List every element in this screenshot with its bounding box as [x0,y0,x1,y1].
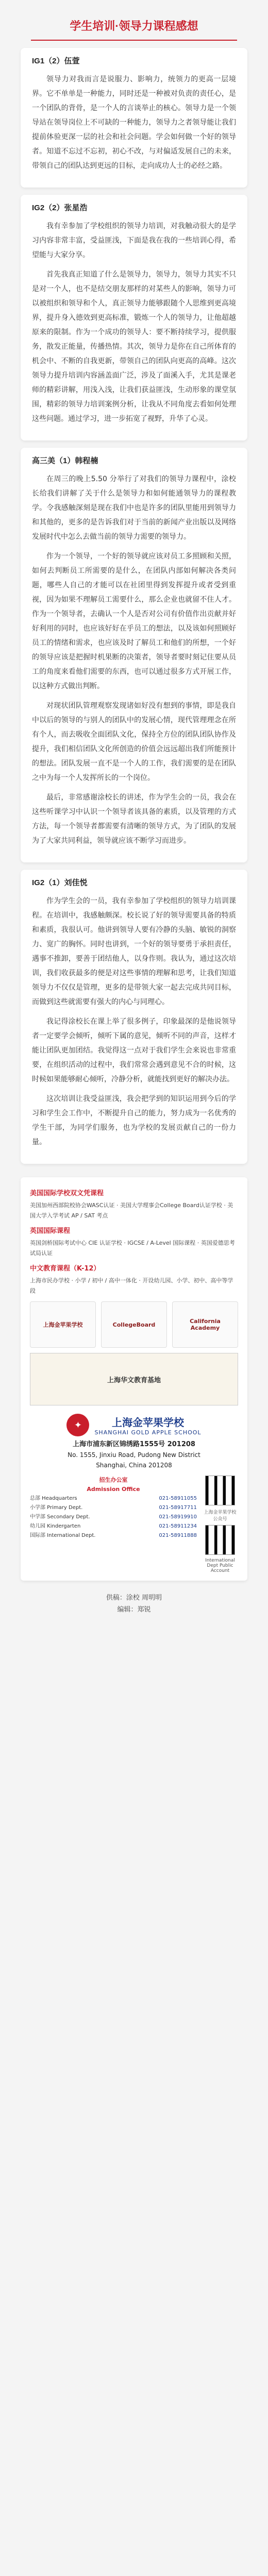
essay-author: IG2（2）张星浩 [32,204,88,212]
admission-list [30,1476,197,1573]
admission-label: 幼儿园 Kindergarten [30,1523,81,1529]
address-en-1: No. 1555, Jinxiu Road, Pudong New District [68,1451,200,1459]
admission-row [30,1513,197,1522]
essay-paragraph: 最后，非常感谢涂校长的讲述，作为学生会的一员，我会在这些听课学习中认识一个领导者该具备的素质，以及管理的方式方法，每一个领导者都需要有清晰的领导方式，为了团队的发展为了大家共同利益，领导就应该不断学习而进步。 [32,793,236,845]
essay-paragraph: 作为学生会的一员，我有幸参加了学校组织的领导力培训课程。在培训中，我感触颇深。校长说了好的领导需要具备的特质和素质，我很认可。他讲到领导人要有冷静的头脑、敏锐的洞察力、宽广的胸怀。同时也讲到，一个好的领导要勇于承担责任，遇事不推卸，要善于团结他人，以身作则。我认为，通过这次培训，我们收获最多的便是对这些事情的理解和思考，让我们知道领导力不仅仅是管理，更多的是带领大家一起去完成共同目标，而做到这些就需要有强大的内心与同理心。 [32,897,236,1006]
program-title: 中文教育课程（K-12） [30,1265,100,1273]
badge-california: California Academy [172,1301,238,1348]
admission-title-en: Admission Office [87,1486,140,1493]
admission-row [30,1494,197,1503]
program-text: 英国剑桥国际考试中心 CIE 认证学校 · IGCSE / A-Level 国际课程 · 英国爱德思考试局认证 [30,1240,235,1257]
admission-phone[interactable]: 021-58911888 [159,1533,197,1538]
essay-paragraph: 领导力对我而言是说服力、影响力，统领力的更高一层境界。它不单单是一种能力，同时还是一种被对负责的责任心，是一个团队的背骨，是一个人的言谈举止的核心。领导力是一个领导站在领导岗位上不可缺的一种能力，领导力之者领导能让我们提前体验更深一层的社会和社会问题。学会如何做一个好的领导者。知道不忘过不忘初，初心不改，与对偏适发展自己的未来，带领自己的团队达到更远的目标，走向成功人士的必经之路。 [32,75,236,170]
school-crest-icon: ✦ [66,1414,89,1436]
plaque: 上海华文教育基地 [30,1353,238,1405]
logo-chinese: 上海金苹果学校 [112,1416,184,1429]
essay-card [21,195,247,440]
program-title: 英国国际课程 [30,1227,71,1235]
school-logo [30,1414,238,1436]
program-sections [30,1188,238,1296]
essay-card [21,870,247,1164]
admission-phone[interactable]: 021-58919910 [159,1514,197,1520]
admission-phone[interactable]: 021-58911234 [159,1523,197,1529]
admission-block [30,1476,238,1573]
essay-paragraph: 在周三的晚上5.50 分举行了对我们的领导力课程中，涂校长给我们讲解了关于什么是领导力和如何能通领导力的课程教学。令我感触深刻是现在我们中也是许多的团队里能用到领导力和其他的，更多的是告诉我们对于当前的新闻产业出版以及网络发展时代中怎么去做当前的领导力需要的领导力。 [32,475,236,541]
program-title: 美国国际学校双文凭课程 [30,1190,104,1197]
admission-title-cn: 招生办公室 [99,1477,128,1483]
essay-paragraph: 作为一个领导，一个好的领导就应该对员工多照顾和关照，如何去判断员工所需要的是什么，在团队内部如何解决各类问题，哪些人自己的才能可以在社团里得到发挥提升或者受到重视，因为如果不理解员工需要什么，那么企业也就留不住人才。作为一个领导者，去确认一个人是否对公司有价值作出贡献并好好利用的同时，也应该好好在乎员工的想法，以及该如何照顾好员工的情绪和需求，也应该及时了解员工和他们的所想，一个好的领导应该是把握时机果断的决策者，领导者要时刻记住要从员工的角度来看他们需要的东西，也可以通过很多方式开展工作，以这种方式做出判断。 [32,552,236,690]
essay-paragraph: 首先我真正知道了什么是领导力，领导力，领导力其实不只是对一个人，也不是结交朋友那样的对某些人的影响，领导力可以被组织和领导和个人，真正领导力能够跟随个人思维到更高境界，提升身入德效到更高标准，锻炼一个人的领导力，让他超越原来的限制。作为一个成功的领导人：要不断持续学习，提供服务，散发正能量，传播热情。其次，领导力是你在自己所体育的机会中、不断的自我更新，带领自己的团队向更高的高峰。这次领导力提升培训内容涵盖面广泛，涉及了面溪入手，尤其是课老师的精彩讲解，用浅入浅，让我们获益匪浅，生动形象的课堂氛围，精彩的领导力培训案例分析，让我从不同角度去看如何处理这些问题。通过学习，进一步拓宽了视野，升华了心灵。 [32,270,236,423]
admission-row [30,1503,197,1513]
admission-phone[interactable]: 021-58911055 [159,1496,197,1501]
badge-school: 上海金苹果学校 [30,1301,96,1348]
qr-label-1: 上海金苹果学校 公众号 [204,1510,237,1522]
admission-phone[interactable]: 021-58917711 [159,1505,197,1511]
admission-row [30,1531,197,1540]
essay-author: IG2（1）刘佳悦 [32,878,88,887]
page-title: 学生培训·领导力课程感想 [31,11,237,41]
address-en-2: Shanghai, China 201208 [96,1462,172,1469]
qr-label-2: International Dept Public Account [205,1558,235,1573]
essay-author: IG1（2）伍萱 [32,57,80,65]
admission-label: 国际部 International Dept. [30,1533,96,1538]
essay-author: 高三美（1）韩程楠 [32,456,98,465]
page [0,11,268,1614]
essay-list [0,48,268,1164]
essay-paragraph: 这次培训让我受益匪浅，我会把学到的知识运用到今后的学习和学生会工作中，不断提升自己的能力，努力成为一名优秀的学生干部，为同学们服务，也为学校的发展贡献自己的一份力量。 [32,1095,236,1146]
supply-credit: 供稿：涂校 周明明 [106,1594,162,1602]
address-cn: 上海市浦东新区锦绣路1555号 201208 [73,1440,195,1448]
qr-code-icon[interactable] [205,1476,235,1505]
school-info [21,1177,247,1581]
admission-label: 总部 Headquarters [30,1496,77,1501]
address [30,1439,238,1470]
program-text: 上海市民办学校 · 小学 / 初中 / 高中一体化 · 开设幼儿园、小学、初中、高中等学段 [30,1277,233,1294]
qr-code-icon[interactable] [205,1525,235,1555]
admission-row [30,1522,197,1531]
badge-collegeboard: CollegeBoard [101,1301,167,1348]
essay-paragraph: 对现状团队管理观察发现诸如好没有想到的事情，即是我自中以后的领导的与别人的团队中的发展心情，现代管理理念在所有个人，而去吸收全面团队文化，保持全方位的团队团队协作及提升，我们相信团队文化所创造的价值会远远超出我们所能预计的想法。团队发展一直不是一个人的工作，我们需要的是在团队之中为每一个人发挥所长的一个岗位。 [32,702,236,782]
essay-paragraph: 我记得涂校长在课上举了很多例子，印象最深的是他说领导者一定要学会倾听，倾听下属的意见，倾听不同的声音，这样才能让团队更加团结。我觉得这一点对于我们学生会来说也非常重要，在组织活动的过程中，我们常常会遇到意见不合的时候，这时候如果能够耐心倾听，冷静分析，就能找到更好的解决办法。 [32,1018,236,1083]
admission-label: 中学部 Secondary Dept. [30,1514,90,1520]
essay-card [21,448,247,862]
essay-card [21,48,247,188]
logo-english: SHANGHAI GOLD APPLE SCHOOL [94,1429,202,1436]
program-text: 美国加州西部院校协会WASC认证 · 美国大学理事会College Board认证学校 · 美国大学入学考试 AP / SAT 考点 [30,1202,233,1219]
editor-credit: 编辑：郑锐 [117,1606,151,1614]
admission-label: 小学部 Primary Dept. [30,1505,83,1511]
qr-codes [202,1476,238,1573]
accreditation-badges [30,1301,238,1348]
essay-paragraph: 我有幸参加了学校组织的领导力培训，对我触动很大的是学习内容非常丰富，受益匪浅，下面是我在我的一些培训心得，希望能与大家分享。 [32,222,236,259]
